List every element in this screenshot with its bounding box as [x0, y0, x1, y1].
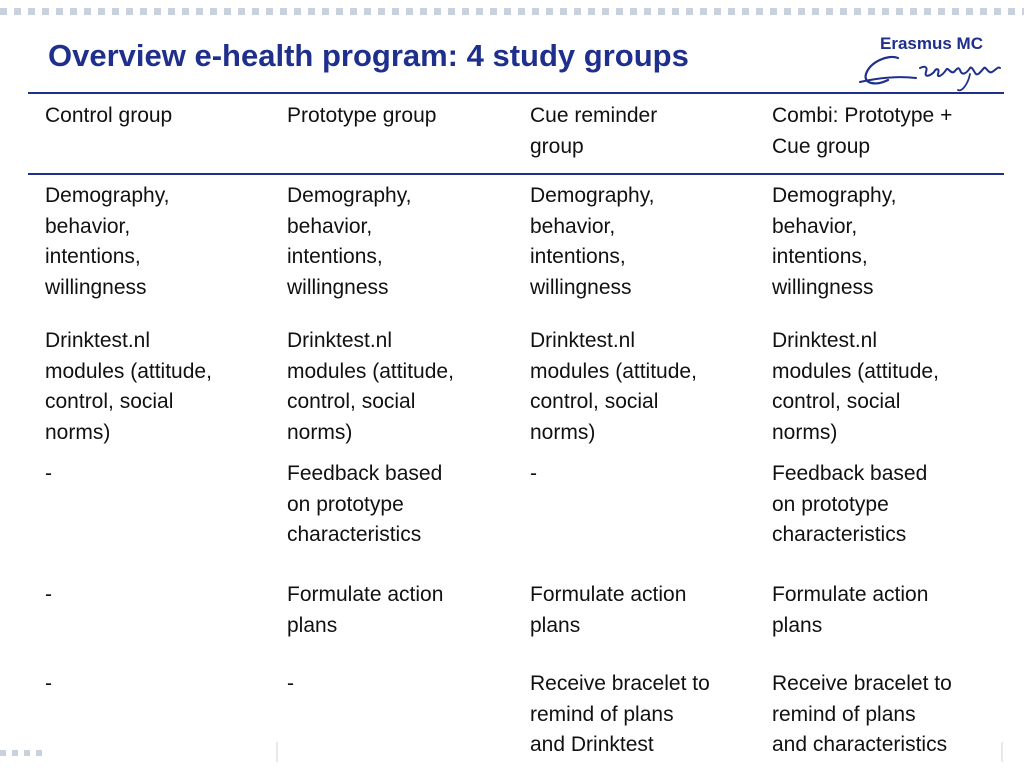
- erasmus-mc-logo: [858, 34, 1003, 94]
- table-cell: -: [45, 462, 52, 485]
- table-cell: -: [45, 583, 52, 606]
- table-cell: Feedback based on prototype characteristics: [772, 462, 928, 546]
- table-cell: Demography, behavior, intentions, willingness: [287, 184, 412, 299]
- table-cell: -: [45, 672, 52, 695]
- table-cell: Drinktest.nl modules (attitude, control, social norms): [530, 329, 697, 444]
- bottom-dotted-border: [0, 750, 44, 756]
- header-cue-reminder-group: Cue reminder group: [530, 104, 658, 158]
- table-cell: Drinktest.nl modules (attitude, control, social norms): [45, 329, 212, 444]
- table-cell: Demography, behavior, intentions, willingness: [772, 184, 897, 299]
- table-cell: Formulate action plans: [530, 583, 687, 637]
- header-bottom-rule: [28, 173, 1004, 175]
- table-cell: Receive bracelet to remind of plans and characteristics: [772, 672, 952, 756]
- logo-wordmark: Erasmus MC: [880, 34, 983, 53]
- table-cell: Demography, behavior, intentions, willingness: [530, 184, 655, 299]
- table-cell: Formulate action plans: [772, 583, 929, 637]
- table-cell: Demography, behavior, intentions, willingness: [45, 184, 170, 299]
- table-cell: Drinktest.nl modules (attitude, control, social norms): [287, 329, 454, 444]
- table-cell: Feedback based on prototype characteristics: [287, 462, 443, 546]
- logo-signature-icon: [858, 52, 1003, 96]
- table-cell: -: [287, 672, 294, 695]
- header-control-group: Control group: [45, 104, 173, 127]
- header-combi-group: Combi: Prototype + Cue group: [772, 104, 953, 158]
- table-cell: -: [530, 462, 537, 485]
- column-divider-tick: [1001, 742, 1003, 762]
- column-divider-tick: [276, 742, 278, 762]
- table-cell: Receive bracelet to remind of plans and Drinktest: [530, 672, 710, 756]
- header-top-rule: [28, 92, 1004, 94]
- slide-title: Overview e-health program: 4 study groups: [48, 38, 689, 73]
- top-dotted-border: [0, 8, 1024, 15]
- header-prototype-group: Prototype group: [287, 104, 437, 127]
- table-cell: Drinktest.nl modules (attitude, control, social norms): [772, 329, 939, 444]
- table-cell: Formulate action plans: [287, 583, 444, 637]
